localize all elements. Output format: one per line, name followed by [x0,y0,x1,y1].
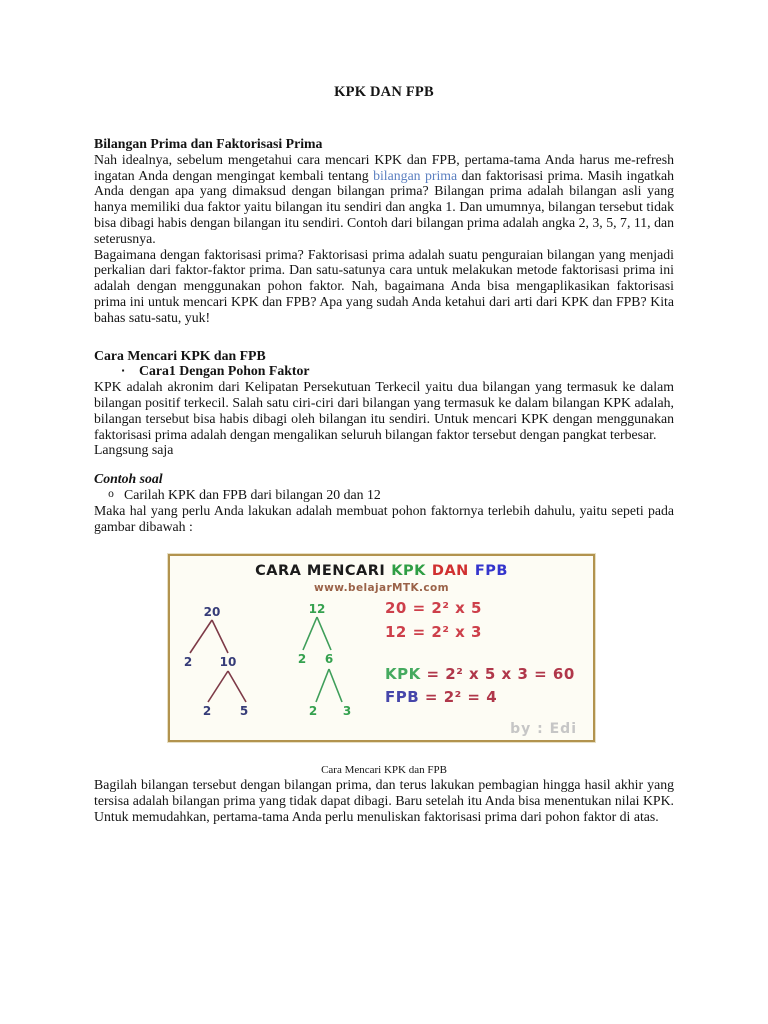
tree-branch-line [208,671,228,702]
equation-12: 12 = 2² x 3 [385,623,482,642]
bullet-carilah-label: Carilah KPK dan FPB dari bilangan 20 dan 12 [124,486,381,502]
tree12-child1: 2 [297,652,307,667]
paragraph-maka-hal: Maka hal yang perlu Anda lakukan adalah membuat pohon faktornya terlebih dahulu, yaitu sepeti pada gambar dibawah : [94,502,674,534]
paragraph-kpk-definisi: KPK adalah akronim dari Kelipatan Persekutuan Terkecil yaitu dua bilangan yang termasuk ke dalam bilangan positif terkecil. Salah satu ciri-ciri dari bilangan yang termasuk ke dalam bilangan KPK adalah, bilangan tersebut bisa habis dibagi oleh bilangan itu sendiri. Untuk mencari KPK dengan menggunakan faktorisasi prima adalah dengan mengalikan seluruh bilangan faktor tersebut dengan pangkat terbesar. [94,379,674,442]
tree20-root: 20 [203,605,221,620]
figure-title-fpb: FPB [474,563,508,580]
figure-credit: by : Edi [510,721,577,738]
factor-trees-graphic [170,556,597,744]
paragraph-closing: Bagilah bilangan tersebut dengan bilangan prima, dan terus lakukan pembagian hingga hasil akhir yang tersisa adalah bilangan prima yang tidak dapat dibagi. Baru setelah itu Anda bisa menentukan nilai KPK. Untuk memudahkan, pertama-tama Anda perlu menuliskan faktorisasi prima dari pohon faktor di atas. [94,777,674,824]
tree12-child2: 6 [324,652,334,667]
tree-branch-line [316,669,329,702]
equation-kpk [385,666,575,682]
heading-contoh-soal: Contoh soal [94,471,163,487]
tree-branch-line [329,669,342,702]
tree-branch-line [317,617,331,650]
paragraph-intro-before-link: Nah idealnya, sebelum mengetahui cara mencari KPK dan FPB, pertama-tama Anda harus me-refresh ingatan Anda dengan mengingat kembali tentang [94,151,674,183]
bullet-cara1-label: Cara1 Dengan Pohon Faktor [139,363,310,379]
doc-title: KPK DAN FPB [334,84,434,100]
tree20-grandchild1: 2 [202,704,212,719]
tree20-grandchild2: 5 [239,704,249,719]
figure-caption: Cara Mencari KPK dan FPB [321,764,447,777]
heading-cara-mencari: Cara Mencari KPK dan FPB [94,347,266,363]
tree-branch-line [228,671,246,702]
equation-fpb [385,689,497,705]
figure-website: www.belajarMTK.com [314,582,449,595]
heading-bilangan-prima: Bilangan Prima dan Faktorisasi Prima [94,136,323,151]
kpk-label: KPK [385,665,421,684]
kpk-result: = 2² x 5 x 3 = 60 [420,665,575,684]
tree-branch-line [190,620,212,653]
tree-branch-line [303,617,317,650]
tree20-child1: 2 [183,655,193,670]
bullet-cara1 [94,363,674,379]
circle-bullet-icon: o [108,487,114,500]
tree12-root: 12 [308,602,326,617]
fpb-label: FPB [385,688,420,707]
tree-branch-line [212,620,228,653]
factor-tree-12 [298,602,351,718]
equation-20: 20 = 2² x 5 [385,599,482,618]
paragraph-intro [94,152,674,247]
factor-tree-20 [184,605,248,718]
square-bullet-icon: ▪ [121,366,125,376]
paragraph-intro-after-link: dan faktorisasi prima. Masih ingatkah Anda dengan apa yang dimaksud dengan bilangan prima? Bilangan prima adalah bilangan asli yang hanya memiliki dua faktor yaitu bilangan itu sendiri dan angka 1. Dan umumnya, bilangan tersebut tidak bisa dibagi habis dengan bilangan itu sendiri. Contoh dari bilangan prima adalah angka 2, 3, 5, 7, 11, dan seterusnya. [94,167,674,246]
bullet-carilah [94,487,674,503]
paragraph-faktorisasi: Bagaimana dengan faktorisasi prima? Faktorisasi prima adalah suatu penguraian bilangan yang menjadi perkalian dari faktor-faktor prima. Dan satu-satunya cara untuk melakukan metode faktorisasi prima ini adalah dengan menggunakan pohon faktor. Nah, bagaimana Anda bisa mengaplikasikan faktorisasi prima ini untuk mencari KPK dan FPB? Apa yang sudah Anda ketahui dari arti dari KPK dan FPB? Kita bahas satu-satu, yuk! [94,246,674,325]
figure-title-cara-mencari: CARA MENCARI [255,563,386,580]
tree20-child2: 10 [219,655,237,670]
tree12-grandchild2: 3 [342,704,352,719]
tree12-grandchild1: 2 [308,704,318,719]
figure-title-dan: DAN [431,563,469,580]
paragraph-langsung-saja: Langsung saja [94,442,174,458]
figure-title-kpk: KPK [391,563,426,580]
bilangan-prima-link[interactable]: bilangan prima [373,167,458,183]
fpb-result: = 2² = 4 [419,688,498,707]
factor-tree-figure [168,554,595,742]
